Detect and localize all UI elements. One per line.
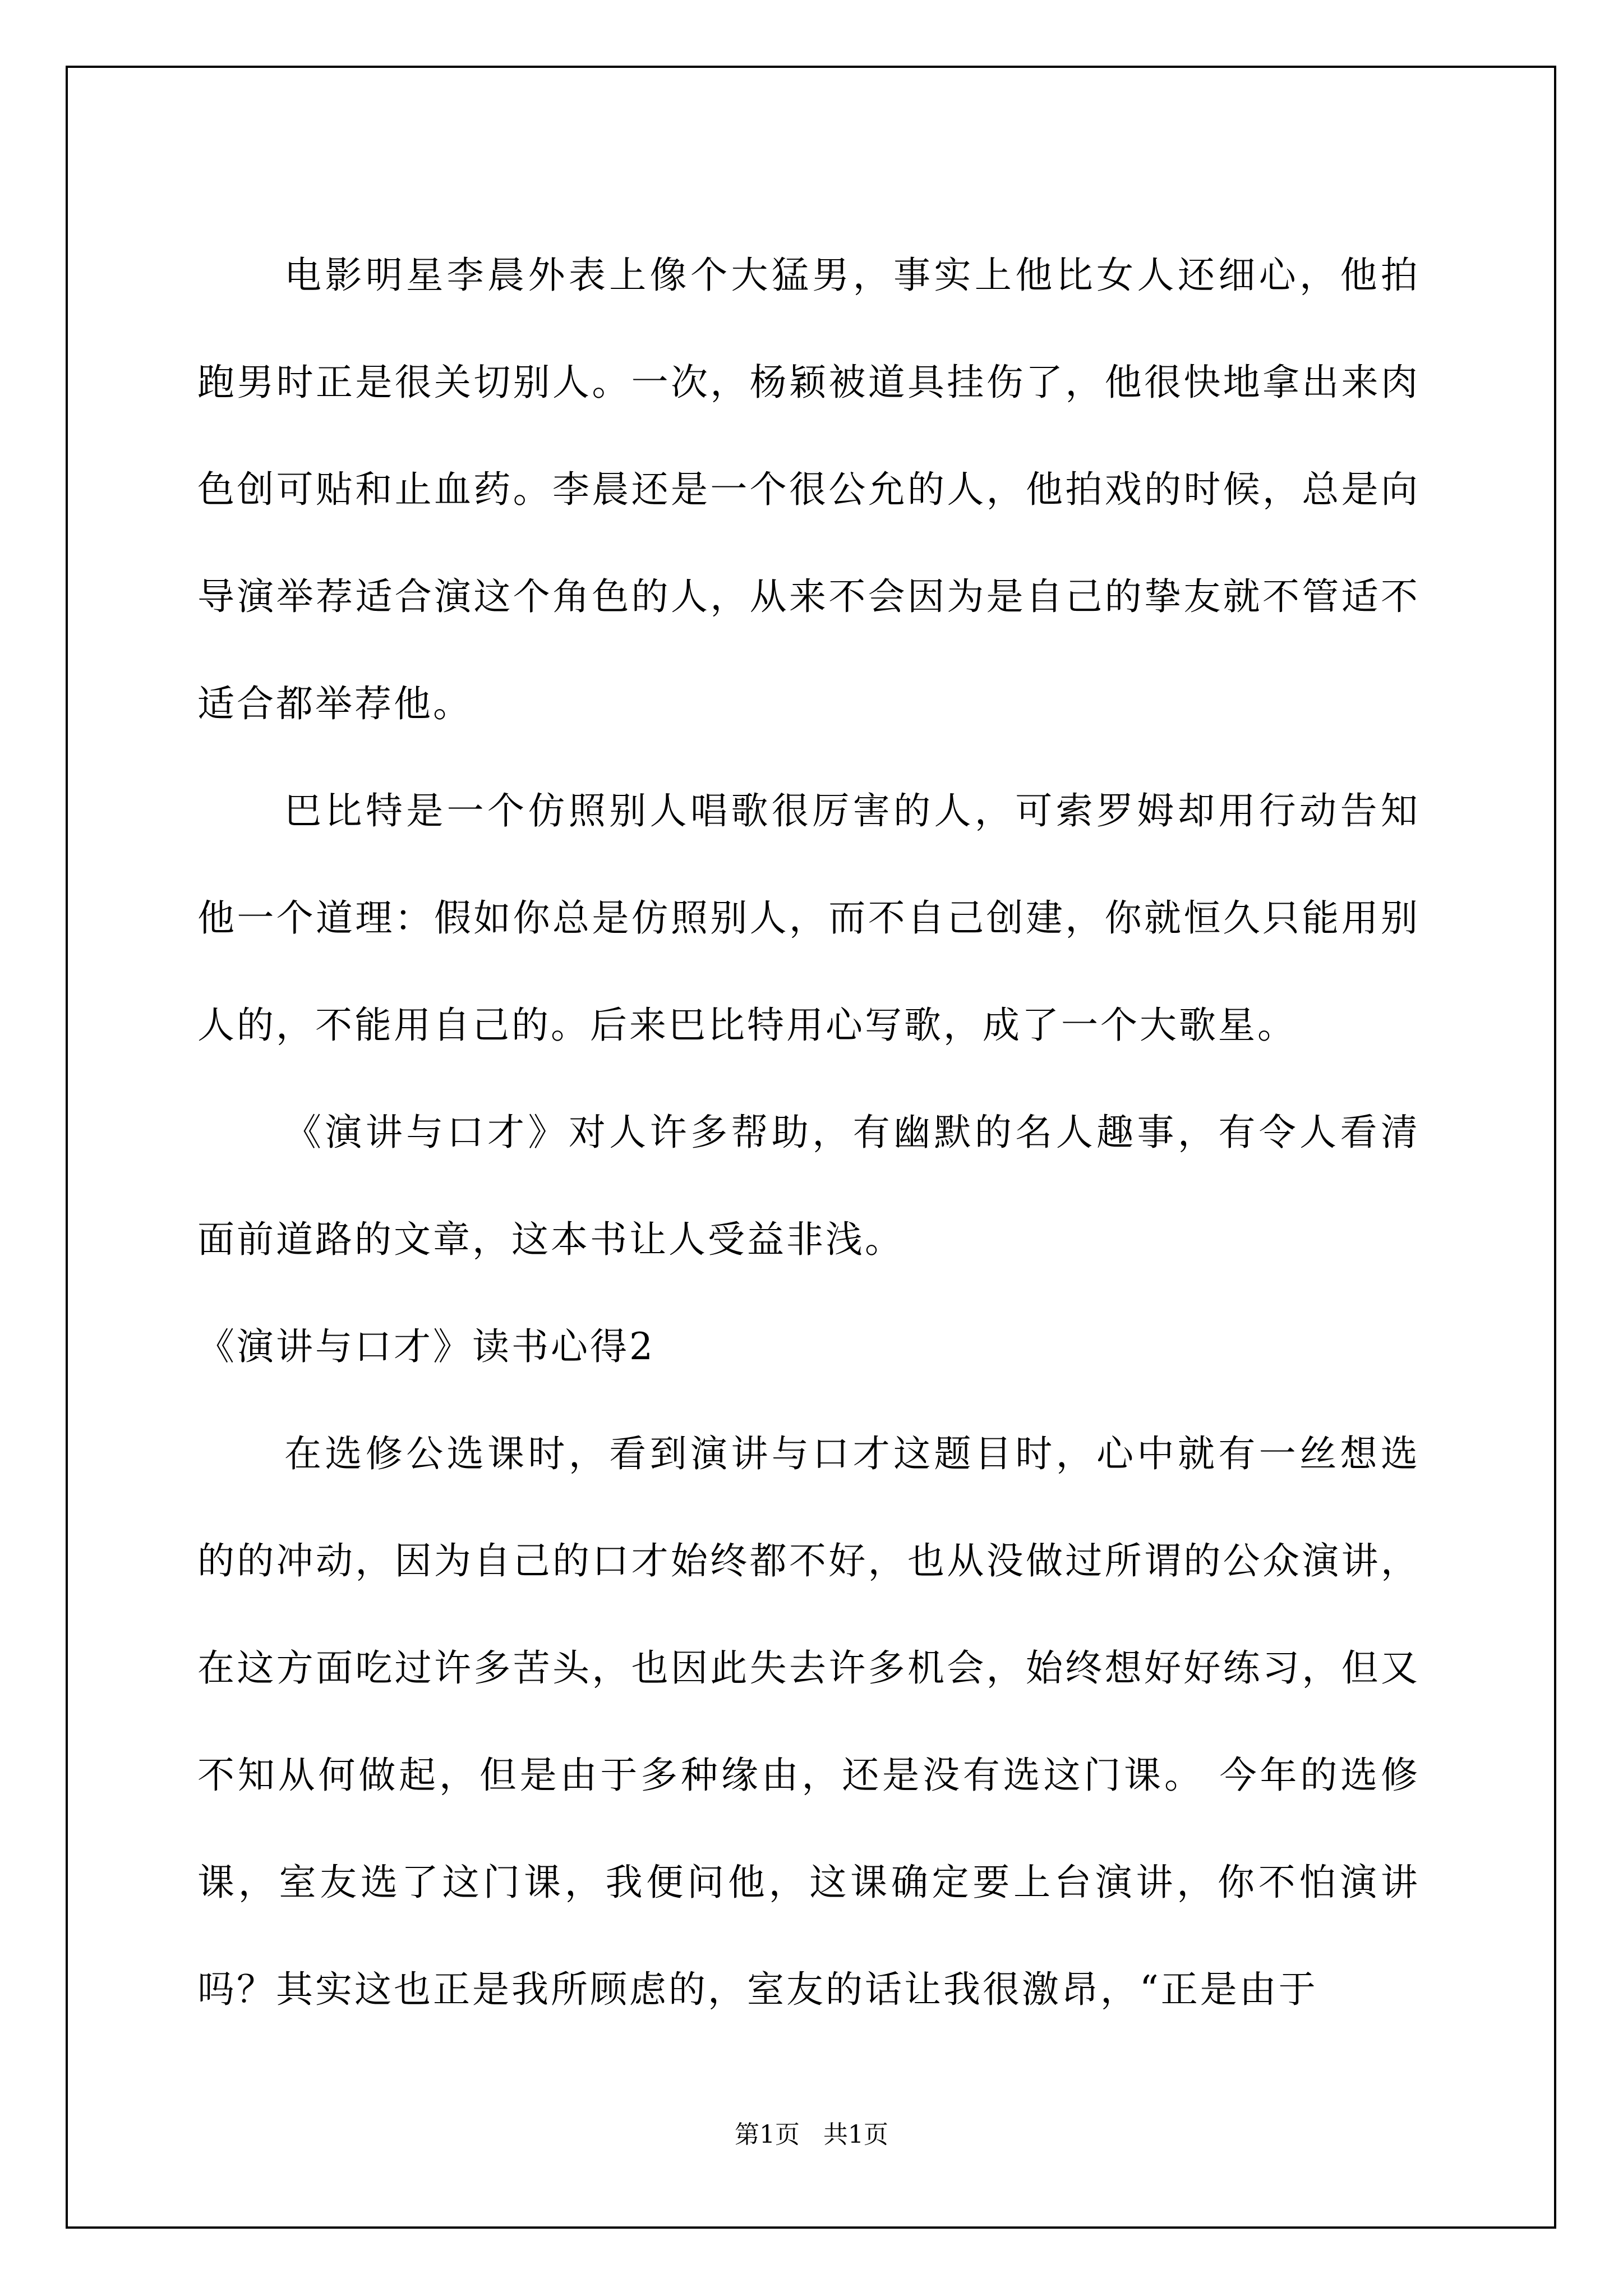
document-body [197,222,1420,2043]
paragraph-li-chen: 电影明星李晨外表上像个大猛男，事实上他比女人还细心，他拍跑男时正是很关切别人。一次，杨颖被道具挂伤了，他很快地拿出来肉色创可贴和止血药。李晨还是一个很公允的人，他拍戏的时候，总是向导演举荐适合演这个角色的人，从来不会因为是自己的挚友就不管适不适合都举荐他。 [197,254,1420,725]
page-number: 第1页 [735,2120,800,2149]
section-heading: 《演讲与口才》读书心得2 [197,1325,655,1368]
paragraph-babbitt: 巴比特是一个仿照别人唱歌很厉害的人，可索罗姆却用行动告知他一个道理：假如你总是仿照别人，而不自己创建，你就恒久只能用别人的，不能用自己的。后来巴比特用心写歌，成了一个大歌星。 [197,789,1420,1047]
paragraph-elective-course: 在选修公选课时，看到演讲与口才这题目时，心中就有一丝想选的的冲动，因为自己的口才始终都不好，也从没做过所谓的公众演讲，在这方面吃过许多苦头，也因此失去许多机会，始终想好好练习，但又不知从何做起，但是由于多种缘由，还是没有选这门课。 今年的选修课，室友选了这门课，我便问他，这课确定要上台演讲，你不怕演讲吗？其实这也正是我所顾虑的，室友的话让我很激昂，“正是由于 [197,1432,1420,2011]
paragraph-book-summary: 《演讲与口才》对人许多帮助，有幽默的名人趣事，有令人看清面前道路的文章，这本书让人受益非浅。 [197,1111,1420,1261]
page-footer [0,2118,1623,2152]
page-total: 共1页 [823,2120,888,2149]
